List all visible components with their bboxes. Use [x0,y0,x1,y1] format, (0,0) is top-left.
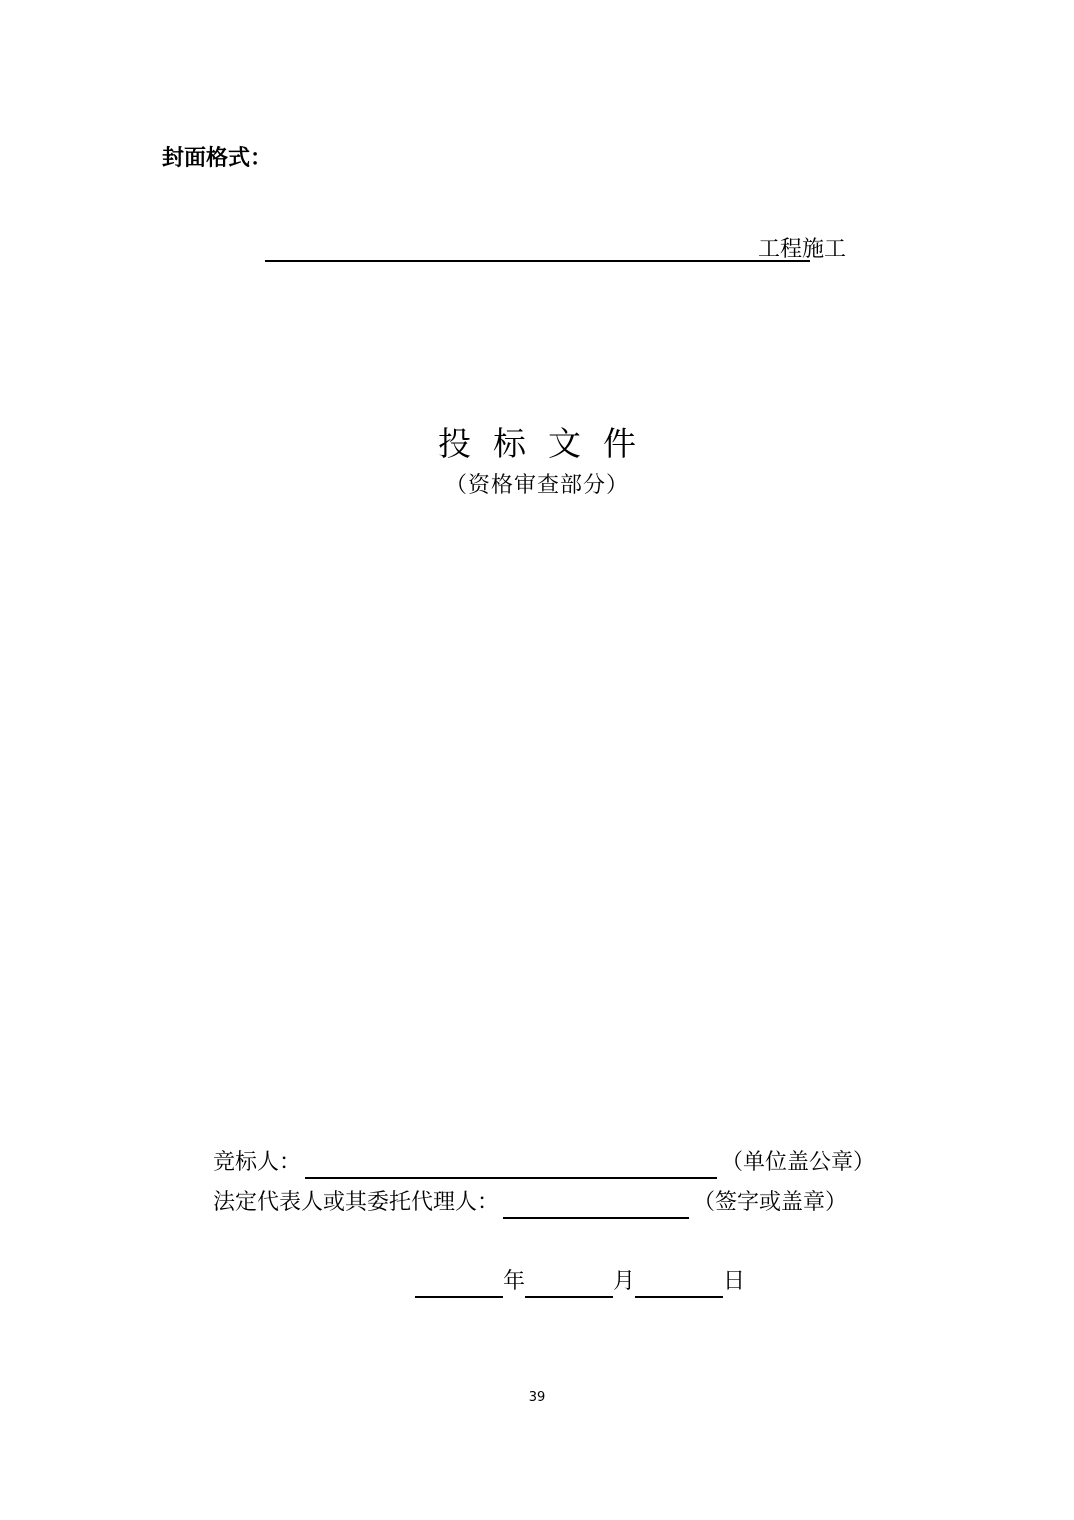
date-row [415,1266,745,1298]
bidder-label: 竞标人： [213,1150,302,1175]
document-title: 投标文件 [438,424,658,463]
day-blank [635,1272,723,1298]
bidder-blank [305,1153,717,1179]
project-suffix: 工程施工 [758,237,847,262]
representative-blank [503,1193,689,1219]
document-subtitle: （资格审查部分） [444,473,629,498]
month-blank [525,1272,613,1298]
bidder-note: （单位盖公章） [721,1150,876,1175]
section-heading: 封面格式： [162,146,273,171]
representative-note: （签字或盖章） [693,1190,848,1215]
representative-row [213,1187,847,1219]
month-label: 月 [613,1269,636,1294]
project-name-line [265,236,865,266]
project-name-blank [265,260,810,262]
page-number: 39 [528,1390,546,1405]
day-label: 日 [723,1269,746,1294]
bidder-row [213,1147,875,1179]
year-blank [415,1272,503,1298]
year-label: 年 [503,1269,526,1294]
representative-label: 法定代表人或其委托代理人： [213,1190,500,1215]
